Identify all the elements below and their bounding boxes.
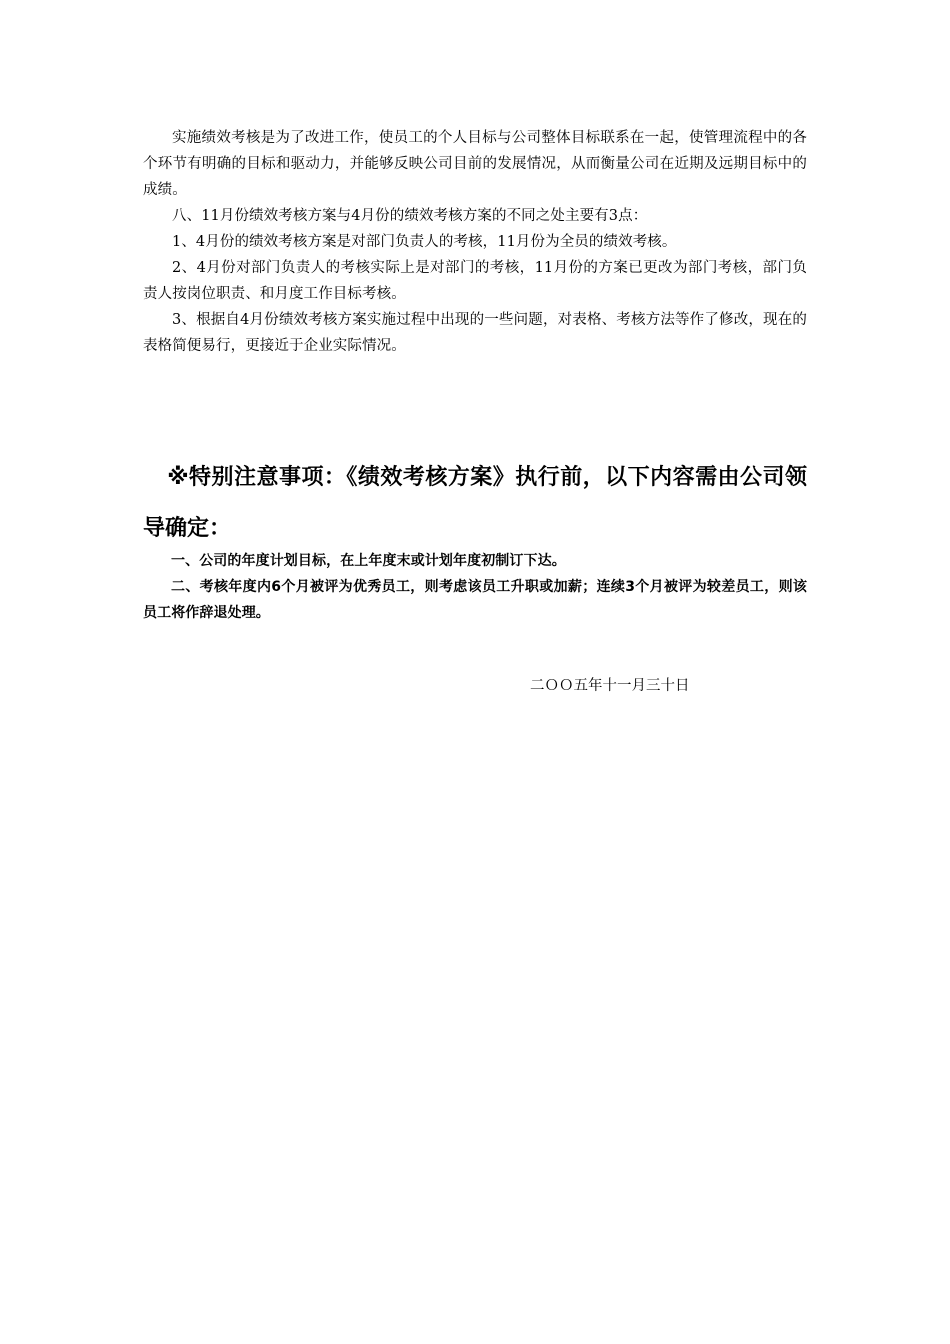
notice-item-2: 二、考核年度内6个月被评为优秀员工，则考虑该员工升职或加薪；连续3个月被评为较差员工，则该员工将作辞退处理。 [143,579,807,621]
performance-review-section [143,125,807,359]
special-notice-list [143,548,807,626]
difference-item-2: 2、4月份对部门负责人的考核实际上是对部门的考核，11月份的方案已更改为部门考核，部门负责人按岗位职责、和月度工作目标考核。 [143,260,807,302]
differences-intro-paragraph: 八、11月份绩效考核方案与4月份的绩效考核方案的不同之处主要有3点： [172,208,648,224]
purpose-paragraph: 实施绩效考核是为了改进工作，使员工的个人目标与公司整体目标联系在一起，使管理流程中的各个环节有明确的目标和驱动力，并能够反映公司目前的发展情况，从而衡量公司在近期及远期目标中的成绩。 [143,130,807,198]
difference-item-3: 3、根据自4月份绩效考核方案实施过程中出现的一些问题，对表格、考核方法等作了修改，现在的表格简便易行，更接近于企业实际情况。 [143,312,807,354]
special-notice-heading: ※特别注意事项：《绩效考核方案》执行前，以下内容需由公司领导确定： [143,465,807,541]
difference-item-1: 1、4月份的绩效考核方案是对部门负责人的考核，11月份为全员的绩效考核。 [172,234,677,250]
document-date: 二ＯＯ五年十一月三十日 [530,678,690,694]
notice-item-1: 一、公司的年度计划目标，在上年度末或计划年度初制订下达。 [171,553,566,569]
